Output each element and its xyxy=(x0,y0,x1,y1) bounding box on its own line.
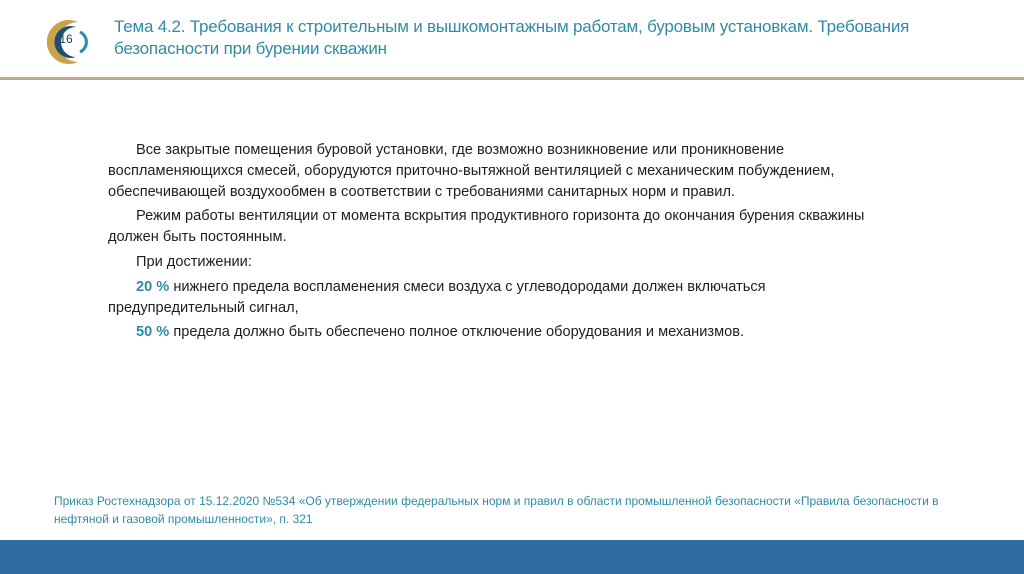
slide-header xyxy=(0,0,1024,78)
threshold-50-value: 50 % xyxy=(136,324,170,341)
paragraph-threshold-20 xyxy=(108,277,898,319)
footer-source-note: Приказ Ростехнадзора от 15.12.2020 №534 «Об утверждении федеральных норм и правил в области промышленной безопасности «Правила безопасности в нефтяной и газовой промышленности», п. 321 xyxy=(54,494,939,526)
paragraph-ventilation-requirement: Все закрытые помещения буровой установки, где возможно возникновение или проникновение воспламеняющихся смесей, оборудуются приточно-вытяжной вентиляцией с механическим побуждением, обеспечивающей воздухообмен в соответствии с требованиями санитарных норм и правил. xyxy=(108,142,835,200)
body-text xyxy=(108,140,898,347)
paragraph-ventilation-mode: Режим работы вентиляции от момента вскрытия продуктивного горизонта до окончания бурения скважины должен быть постоянным. xyxy=(108,208,865,246)
header-divider xyxy=(0,77,1024,80)
slide-title: Тема 4.2. Требования к строительным и вышкомонтажным работам, буровым установкам. Требования безопасности при бурении скважин xyxy=(114,17,910,58)
paragraph-when-reached: При достижении: xyxy=(136,253,252,270)
threshold-20-text: нижнего предела воспламенения смеси воздуха с углеводородами должен включаться предупредительный сигнал, xyxy=(108,278,766,316)
paragraph-threshold-50 xyxy=(108,322,898,343)
threshold-50-text: предела должно быть обеспечено полное отключение оборудования и механизмов. xyxy=(169,324,745,341)
bottom-bar xyxy=(0,540,1024,574)
slide-number: 16 xyxy=(59,32,73,46)
threshold-20-value: 20 % xyxy=(136,278,170,295)
